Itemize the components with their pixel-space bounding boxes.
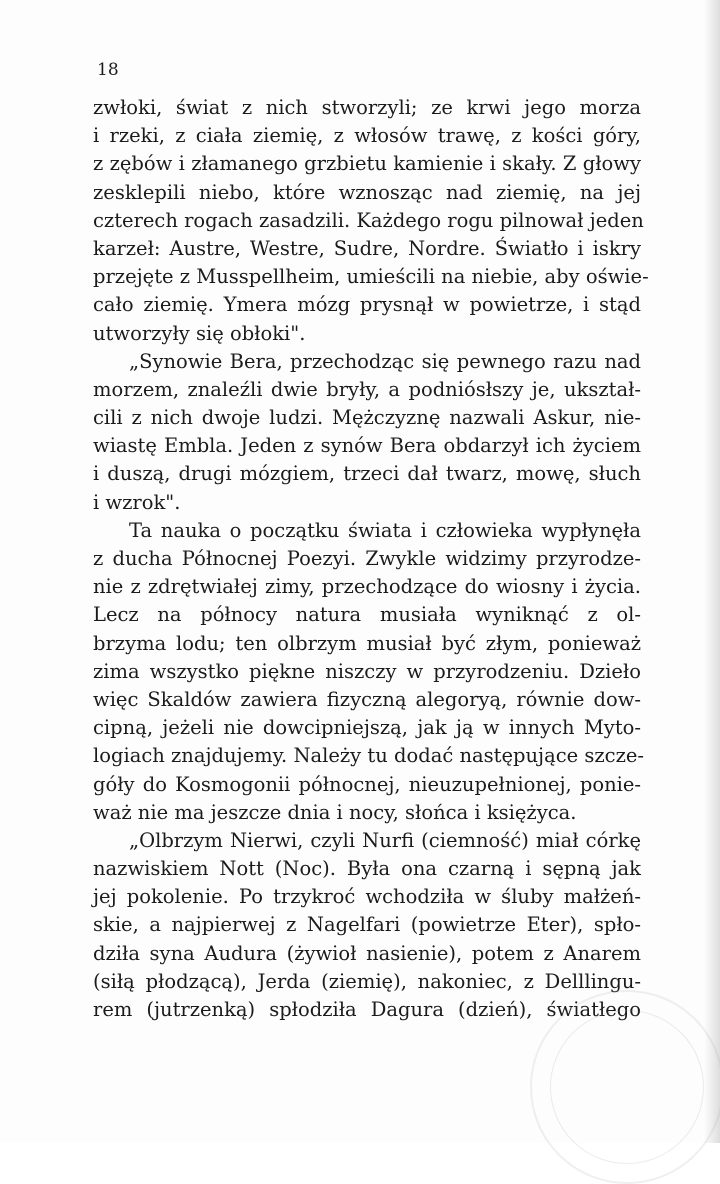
text-line: wiastę Embla. Jeden z synów Bera obdarzył ich życiem	[93, 434, 641, 458]
text-line: jej pokolenie. Po trzykroć wchodziła w śluby małżeń-	[93, 885, 641, 909]
body-text	[93, 94, 649, 1024]
text-line: czterech rogach zasadzili. Każdego rogu pilnował jeden	[93, 208, 644, 232]
text-line: i rzeki, z ciała ziemię, z włosów trawę, z kości góry,	[93, 124, 641, 148]
text-line: nie z zdrętwiałej zimy, przechodzące do wiosny i życia.	[93, 575, 641, 599]
text-line: dziła syna Audura (żywioł nasienie), potem z Anarem	[93, 941, 641, 965]
text-line: Ta nauka o początku świata i człowieka wypłynęła	[129, 518, 641, 542]
text-line: skie, a najpierwej z Nagelfari (powietrze Eter), spło-	[93, 913, 641, 937]
text-line: (siłą płodzącą), Jerda (ziemię), nakoniec, z Delllingu-	[93, 969, 641, 993]
text-line: nazwiskiem Nott (Noc). Była ona czarną i sępną jak	[93, 857, 641, 881]
text-line: „Olbrzym Nierwi, czyli Nurfi (ciemność) miał córkę	[129, 828, 641, 852]
text-line: więc Skaldów zawiera fizyczną alegoryą, równie dow-	[93, 687, 641, 711]
text-line: Lecz na północy natura musiała wyniknąć z ol-	[93, 603, 641, 627]
text-line: rem (jutrzenką) spłodziła Dagura (dzień), światłego	[93, 998, 641, 1021]
page-edge-shadow	[704, 0, 720, 1143]
text-line: cili z nich dwoje ludzi. Mężczyznę nazwali Askur, nie-	[93, 406, 641, 430]
text-line: z ducha Północnej Poezyi. Zwykle widzimy przyrodze-	[93, 547, 641, 570]
text-line: utworzyły się obłoki".	[93, 321, 306, 345]
text-line: góły do Kosmogonii północnej, nieuzupełnionej, ponie-	[93, 772, 641, 796]
text-line: przejęte z Musspellheim, umieścili na niebie, aby oświe-	[93, 265, 649, 289]
page-number: 18	[97, 60, 119, 80]
text-line: cipną, jeżeli nie dowcipniejszą, jak ją w innych Myto-	[93, 716, 641, 740]
text-line: logiach znajdujemy. Należy tu dodać następujące szcze-	[93, 744, 644, 768]
text-line: zwłoki, świat z nich stworzyli; ze krwi jego morza	[93, 96, 641, 119]
library-stamp	[530, 990, 720, 1184]
text-line: i duszą, drugi mózgiem, trzeci dał twarz, mowę, słuch	[93, 462, 641, 486]
text-line: i wzrok".	[93, 490, 181, 514]
text-line: z zębów i złamanego grzbietu kamienie i skały. Z głowy	[93, 152, 641, 176]
text-line: zima wszystko piękne niszczy w przyrodzeniu. Dzieło	[93, 659, 641, 683]
text-line: „Synowie Bera, przechodząc się pewnego razu nad	[129, 349, 641, 373]
text-line: brzyma lodu; ten olbrzym musiał być złym, ponieważ	[93, 631, 641, 655]
text-line: morzem, znaleźli dwie bryły, a podniósłszy je, ukształ-	[93, 377, 641, 401]
text-line: zesklepili niebo, które wznosząc nad ziemię, na jej	[93, 180, 641, 204]
text-line: karzeł: Austre, Westre, Sudre, Nordre. Światło i iskry	[93, 236, 641, 260]
text-line: cało ziemię. Ymera mózg prysnął w powietrze, i stąd	[93, 293, 641, 317]
text-line: waż nie ma jeszcze dnia i nocy, słońca i księżyca.	[93, 800, 577, 824]
